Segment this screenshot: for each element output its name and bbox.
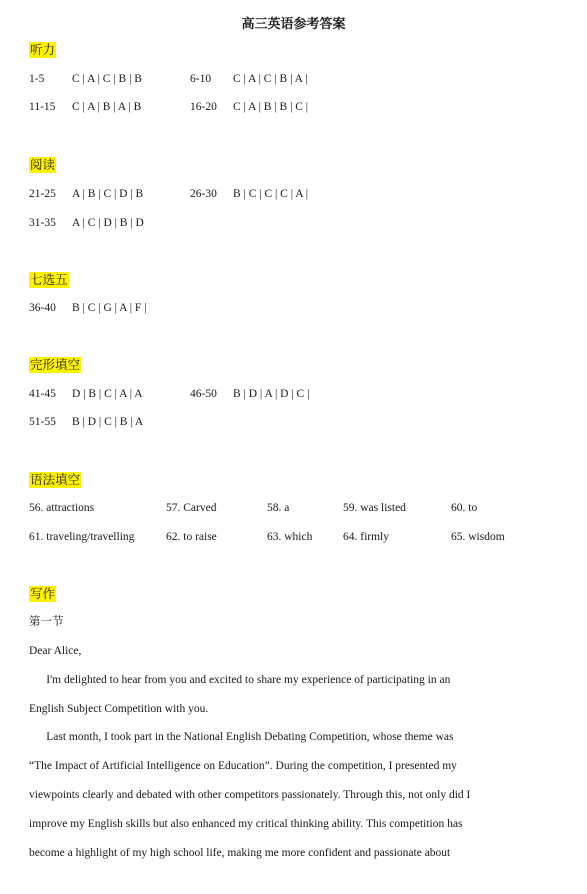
- grammar-answer: 58. a: [267, 502, 290, 514]
- letter-line: Last month, I took part in the National English Debating Competition, whose theme was: [29, 731, 454, 743]
- section-heading-reading: 阅读: [30, 158, 56, 172]
- answer-row: [29, 414, 143, 430]
- range-label: 11-15: [29, 101, 56, 113]
- answer-row: [29, 215, 144, 231]
- answer-row: [190, 71, 307, 87]
- page-title: 高三英语参考答案: [241, 16, 346, 31]
- answer-values: B | C | C | C | A |: [233, 188, 309, 200]
- range-label: 26-30: [190, 188, 217, 200]
- range-label: 31-35: [29, 217, 56, 229]
- answer-row: [190, 99, 308, 115]
- answer-values: A | B | C | D | B: [72, 188, 144, 200]
- answer-values: C | A | C | B | A |: [233, 73, 308, 85]
- section-heading-listening: 听力: [30, 43, 56, 57]
- answer-row: [29, 71, 142, 87]
- range-label: 1-5: [29, 73, 45, 85]
- answer-values: C | A | B | B | C |: [233, 101, 309, 113]
- letter-greeting: Dear Alice,: [29, 645, 82, 657]
- letter-line: I'm delighted to hear from you and excited to share my experience of participating in an: [29, 674, 451, 686]
- grammar-answer: 63. which: [267, 531, 313, 543]
- grammar-answer: 62. to raise: [166, 531, 217, 543]
- answer-row: [29, 386, 143, 402]
- section-heading-grammar: 语法填空: [30, 473, 81, 487]
- section-heading-writing: 写作: [30, 587, 56, 601]
- range-label: 21-25: [29, 188, 56, 200]
- answer-values: C | A | C | B | B: [72, 73, 142, 85]
- letter-line: “The Impact of Artificial Intelligence on Education”. During the competition, I presented my: [29, 760, 457, 772]
- answer-values: B | C | G | A | F |: [72, 302, 147, 314]
- letter-line: improve my English skills but also enhanced my critical thinking ability. This competition has: [29, 818, 463, 830]
- range-label: 46-50: [190, 388, 217, 400]
- grammar-answer: 56. attractions: [29, 502, 95, 514]
- answer-values: B | D | A | D | C |: [233, 388, 310, 400]
- letter-line: English Subject Competition with you.: [29, 703, 209, 715]
- letter-line: viewpoints clearly and debated with other competitors passionately. Through this, not only did I: [29, 789, 471, 801]
- answer-row: [29, 186, 143, 202]
- range-label: 6-10: [190, 73, 212, 85]
- answer-row: [190, 386, 309, 402]
- section-heading-cloze: 完形填空: [30, 358, 81, 372]
- grammar-answer: 61. traveling/travelling: [29, 531, 135, 543]
- range-label: 41-45: [29, 388, 56, 400]
- answer-values: D | B | C | A | A: [72, 388, 143, 400]
- writing-part-label: 第一节: [29, 616, 64, 628]
- answer-row: [29, 300, 146, 316]
- answer-values: A | C | D | B | D: [72, 217, 144, 229]
- answer-values: C | A | B | A | B: [72, 101, 142, 113]
- grammar-answer: 57. Carved: [166, 502, 217, 514]
- answer-values: B | D | C | B | A: [72, 416, 144, 428]
- grammar-answer: 59. was listed: [343, 502, 406, 514]
- grammar-answer: 60. to: [451, 502, 478, 514]
- section-heading-seven-five: 七选五: [30, 273, 68, 287]
- answer-row: [190, 186, 308, 202]
- range-label: 16-20: [190, 101, 217, 113]
- answer-row: [29, 99, 141, 115]
- grammar-answer: 64. firmly: [343, 531, 389, 543]
- range-label: 51-55: [29, 416, 56, 428]
- range-label: 36-40: [29, 302, 56, 314]
- letter-line: become a highlight of my high school life, making me more confident and passionate about: [29, 847, 451, 859]
- grammar-answer: 65. wisdom: [451, 531, 505, 543]
